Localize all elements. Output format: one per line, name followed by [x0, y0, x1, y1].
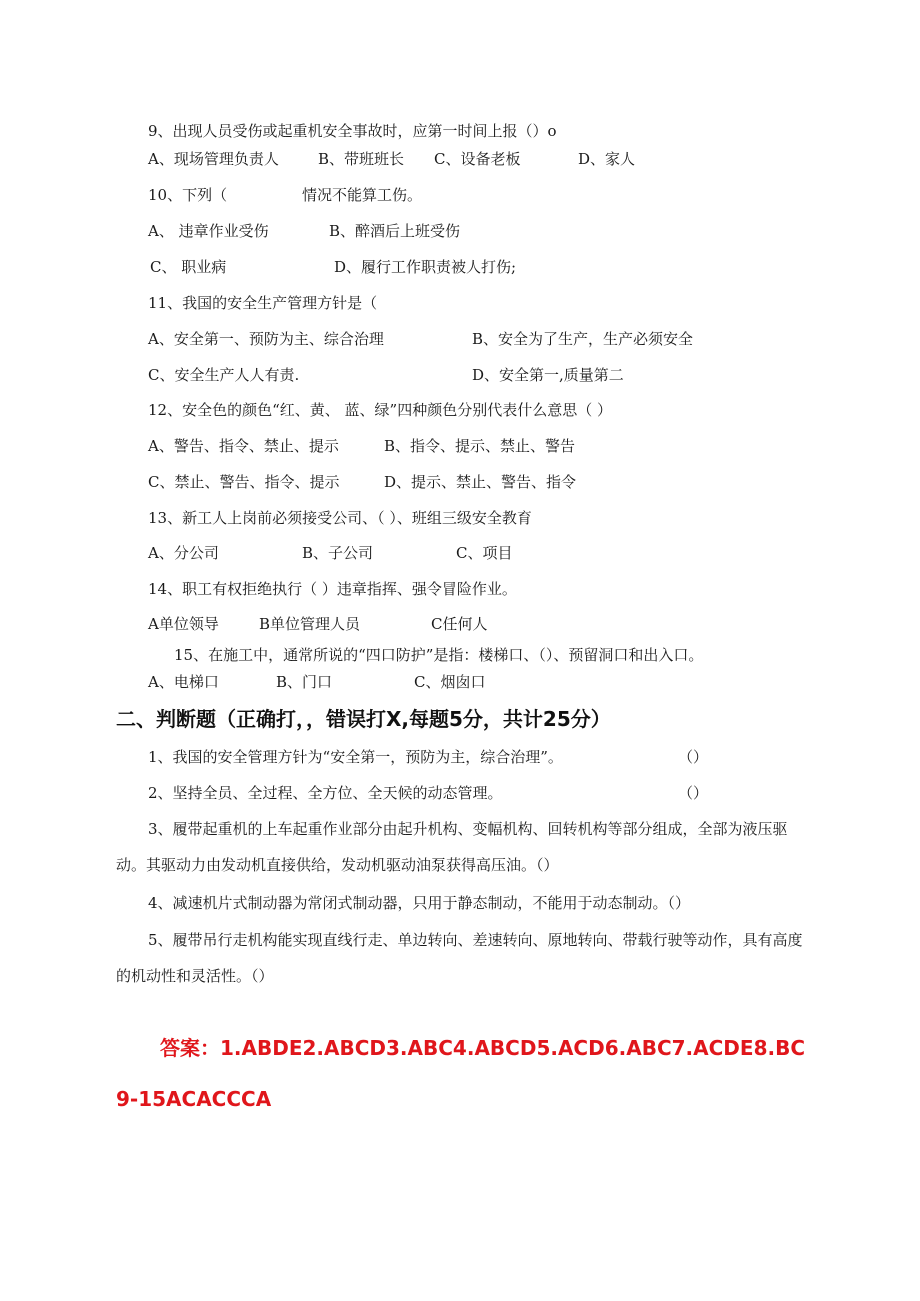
q13-option-b: B、子公司 [302, 544, 374, 562]
q9-option-d: D、家人 [578, 150, 636, 168]
tf-item-4: 4、减速机片式制动器为常闭式制动器，只用于静态制动，不能用于动态制动。（） [148, 894, 691, 912]
q11-option-b: B、安全为了生产，生产必须安全 [472, 330, 694, 348]
q12-option-d: D、提示、禁止、警告、指令 [384, 473, 577, 491]
q14-option-c: C任何人 [431, 615, 488, 633]
q10-option-c: C、 职业病 [150, 258, 227, 276]
q12-option-b: B、指令、提示、禁止、警告 [384, 437, 576, 455]
q15-option-b: B、门口 [276, 673, 333, 691]
q12-option-c: C、禁止、警告、指令、提示 [148, 473, 340, 491]
section-title-true-false: 二、判断题（正确打，，错误打X,每题5分，共计25分） [116, 707, 611, 731]
q14-stem: 14、职工有权拒绝执行（ ）违章指挥、强令冒险作业。 [148, 580, 517, 598]
q9-option-b: B、带班班长 [318, 150, 405, 168]
tf-item-5: 5、履带吊行走机构能实现直线行走、单边转向、差速转向、原地转向、带载行驶等动作，具有高度的机动性和灵活性。（） [116, 931, 803, 985]
q13-option-c: C、项目 [456, 544, 513, 562]
tf-item-3: 3、履带起重机的上车起重作业部分由起升机构、变幅机构、回转机构等部分组成，全部为液压驱动。其驱动力由发动机直接供给，发动机驱动油泵获得高压油。（） [116, 820, 788, 874]
q14-option-a: A单位领导 [148, 615, 219, 633]
q14-option-b: B单位管理人员 [259, 615, 361, 633]
q11-stem: 11、我国的安全生产管理方针是（ [148, 294, 378, 312]
q10-option-a: A、 违章作业受伤 [148, 222, 269, 240]
answer-key-line-2: 9-15ACACCCA [116, 1087, 272, 1111]
q10-stem-start: 10、下列（ [148, 186, 228, 204]
tf-item-1-text: 1、我国的安全管理方针为“安全第一，预防为主，综合治理”。 [148, 748, 563, 766]
q9-stem: 9、出现人员受伤或起重机安全事故时，应第一时间上报（）o [148, 122, 557, 140]
answer-key-line-1: 答案：1.ABDE2.ABCD3.ABC4.ABCD5.ACD6.ABC7.ACDE8.BC [160, 1036, 805, 1060]
q13-stem: 13、新工人上岗前必须接受公司、（ ）、班组三级安全教育 [148, 509, 532, 527]
q15-stem: 15、在施工中，通常所说的“四口防护”是指：楼梯口、（）、预留洞口和出入口。 [174, 646, 704, 664]
q11-option-d: D、安全第一,质量第二 [472, 366, 624, 384]
q15-option-c: C、烟囱口 [414, 673, 486, 691]
tf-item-2-text: 2、坚持全员、全过程、全方位、全天候的动态管理。 [148, 784, 503, 802]
q10-stem-end: 情况不能算工伤。 [302, 186, 423, 204]
q9-option-c: C、设备老板 [434, 150, 521, 168]
tf-item-2-mark: （） [678, 784, 709, 802]
tf-item-1-mark: （） [678, 748, 709, 766]
q10-option-b: B、醉酒后上班受伤 [329, 222, 461, 240]
q11-option-c: C、安全生产人人有责. [148, 366, 300, 384]
q11-option-a: A、安全第一、预防为主、综合治理 [148, 330, 384, 348]
q12-stem: 12、安全色的颜色“红、黄、 蓝、绿”四种颜色分别代表什么意思（ ） [148, 401, 612, 419]
q9-option-a: A、现场管理负责人 [148, 150, 279, 168]
q12-option-a: A、警告、指令、禁止、提示 [148, 437, 339, 455]
q10-option-d: D、履行工作职责被人打伤; [334, 258, 517, 276]
q13-option-a: A、分公司 [148, 544, 219, 562]
q15-option-a: A、电梯口 [148, 673, 219, 691]
